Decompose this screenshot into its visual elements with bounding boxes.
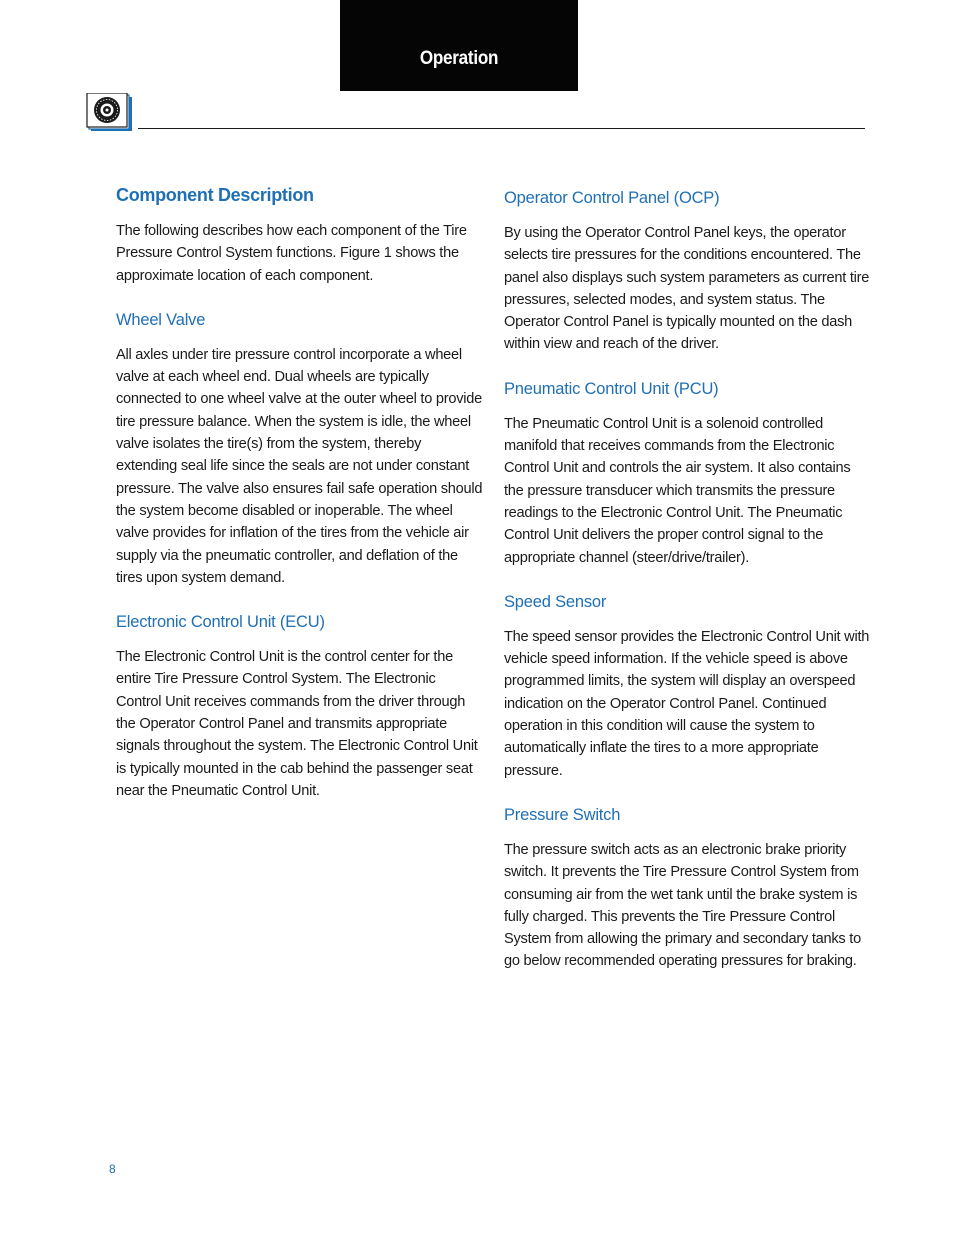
header-tab <box>340 0 578 91</box>
wheel-valve-heading: Wheel Valve <box>116 310 206 329</box>
pcu-heading: Pneumatic Control Unit (PCU) <box>504 379 719 398</box>
wheel-valve-paragraph: All axles under tire pressure control incorporate a wheel valve at each wheel end. Dual wheels are typically connected to one wheel valve at the outer wheel to provide tire pressure balance. When the system is idle, the wheel valve isolates the tire(s) from the system, thereby extending seal life since the seals are not under constant pressure. The valve also ensures fail safe operation should the system become disabled or inoperable. The wheel valve provides for inflation of the tires from the vehicle air supply via the pneumatic controller, and deflation of the tires upon system demand. <box>116 346 483 586</box>
speed-sensor-heading: Speed Sensor <box>504 592 607 611</box>
pressure-switch-paragraph: The pressure switch acts as an electronic brake priority switch. It prevents the Tire Pressure Control System from consuming air from the wet tank until the brake system is fully charged. This prevents the Tire Pressure Control System from allowing the primary and secondary tanks to go below recommended operating pressures for braking. <box>504 841 861 970</box>
ecu-heading: Electronic Control Unit (ECU) <box>116 613 325 632</box>
right-column <box>504 187 872 995</box>
intro-paragraph: The following describes how each component of the Tire Pressure Control System functions. Figure 1 shows the approximate location of each component. <box>116 223 467 284</box>
page-number: 8 <box>109 1162 116 1176</box>
speed-sensor-paragraph: The speed sensor provides the Electronic Control Unit with vehicle speed information. If the vehicle speed is above programmed limits, the system will display an overspeed indication on the Operator Control Panel. Continued operation in this condition will cause the system to automatically inflate the tires to a more appropriate pressure. <box>504 628 870 779</box>
pcu-paragraph: The Pneumatic Control Unit is a solenoid controlled manifold that receives commands from the Electronic Control Unit and controls the air system. It also contains the pressure transducer which transmits the pressure readings to the Electronic Control Unit. The Pneumatic Control Unit delivers the proper control signal to the appropriate channel (steer/drive/trailer). <box>504 415 851 566</box>
ocp-heading: Operator Control Panel (OCP) <box>504 189 720 207</box>
ecu-paragraph: The Electronic Control Unit is the control center for the entire Tire Pressure Control System. The Electronic Control Unit receives commands from the driver through the Operator Control Panel and transmits appropriate signals throughout the system. The Electronic Control Unit is typically mounted in the cab behind the passenger seat near the Pneumatic Control Unit. <box>116 649 478 799</box>
pressure-switch-heading: Pressure Switch <box>504 805 621 824</box>
section-title: Component Description <box>116 185 314 205</box>
tire-icon <box>86 93 134 133</box>
header-title: Operation <box>419 48 499 69</box>
header-rule <box>138 128 865 129</box>
ocp-paragraph: By using the Operator Control Panel keys, the operator selects tire pressures for the conditions encountered. The panel also displays such system parameters as current tire pressures, selected modes, and system status. The Operator Control Panel is typically mounted on the dash within view and reach of the driver. <box>504 225 870 353</box>
left-column <box>116 184 484 824</box>
